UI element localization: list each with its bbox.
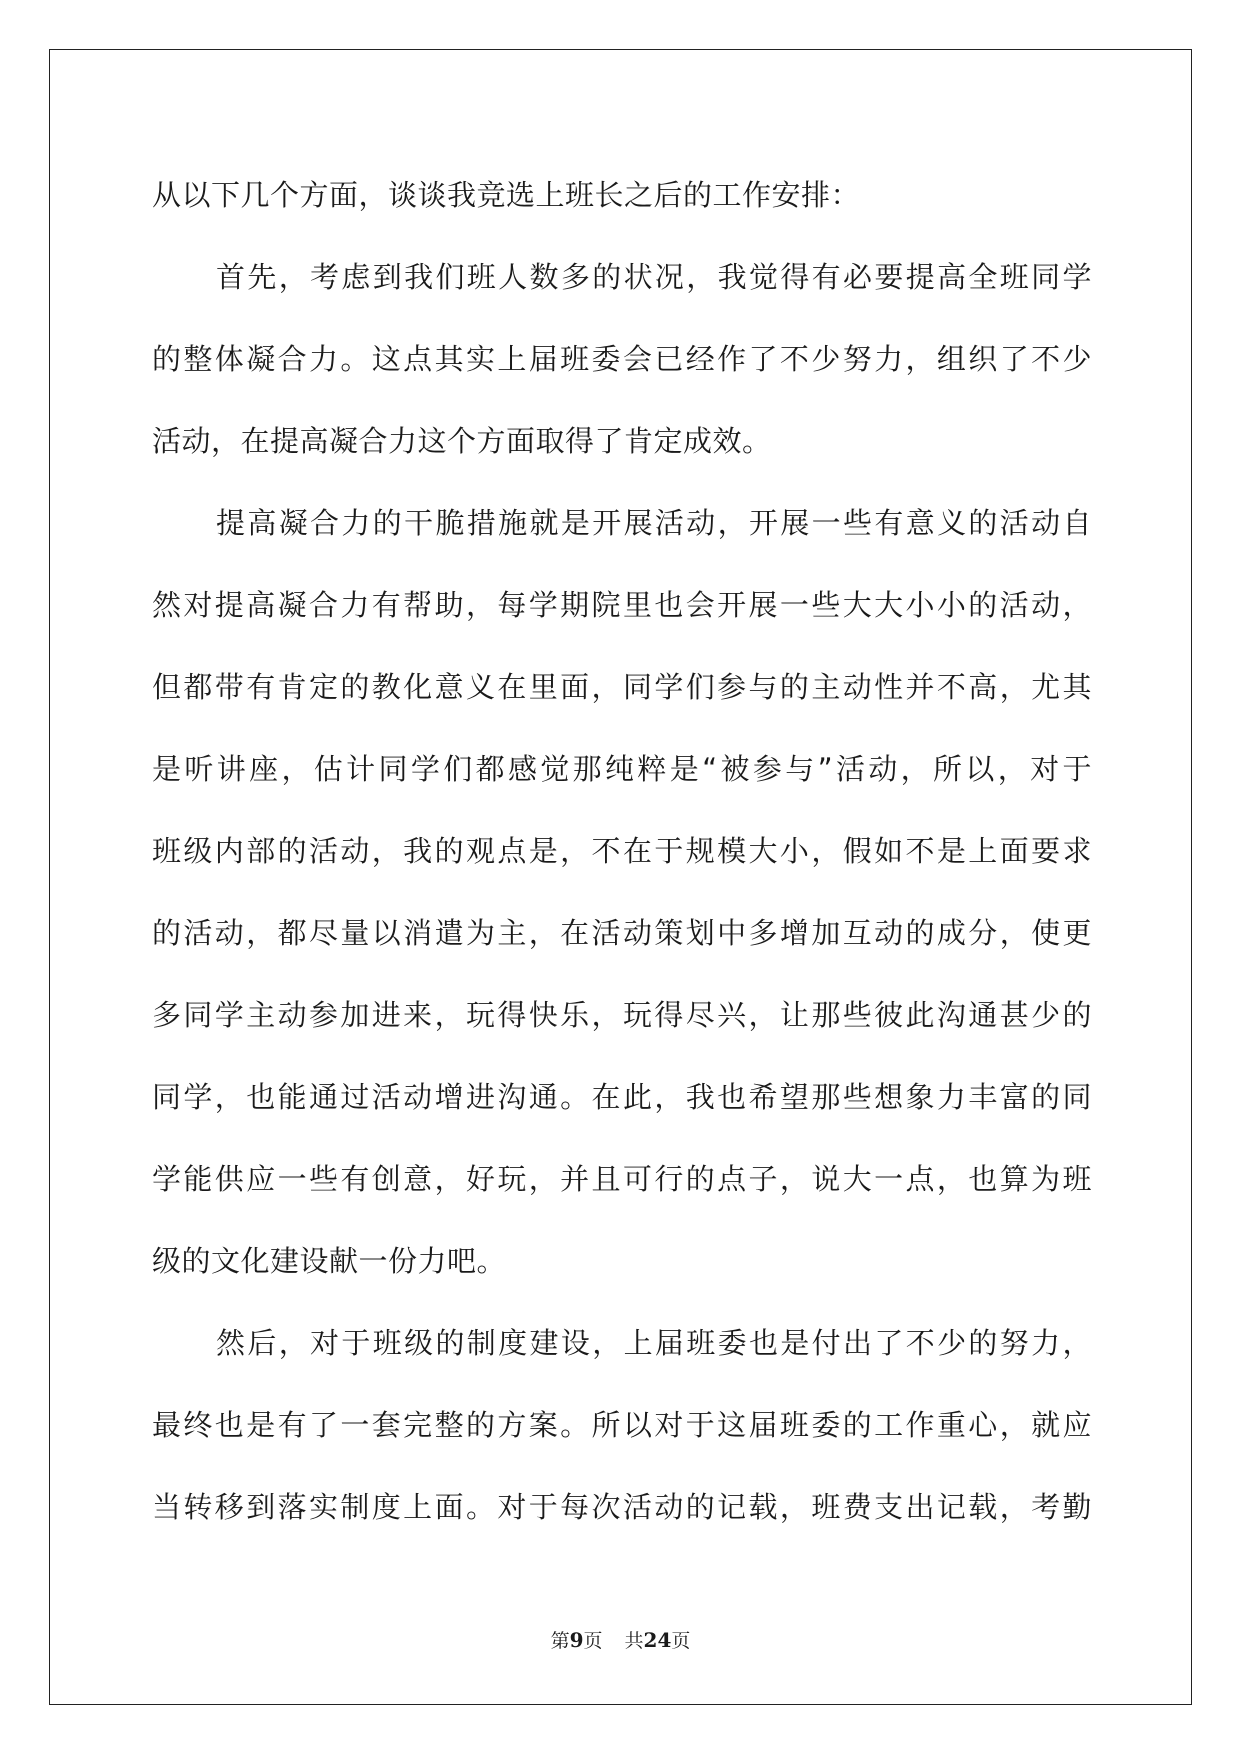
text-line: 活动，在提高凝合力这个方面取得了肯定成效。 (152, 424, 772, 458)
text-line: 首先，考虑到我们班人数多的状况，我觉得有必要提高全班同学 (216, 260, 1092, 294)
text-line: 的活动，都尽量以消遣为主，在活动策划中多增加互动的成分，使更 (152, 916, 1092, 950)
text-line: 最终也是有了一套完整的方案。所以对于这届班委的工作重心，就应 (152, 1408, 1092, 1442)
text-line: 级的文化建设献一份力吧。 (152, 1244, 507, 1278)
text-line: 班级内部的活动，我的观点是，不在于规模大小，假如不是上面要求 (152, 834, 1092, 868)
text-line: 多同学主动参加进来，玩得快乐，玩得尽兴，让那些彼此沟通甚少的 (152, 998, 1092, 1032)
text-line: 然后，对于班级的制度建设，上届班委也是付出了不少的努力， (216, 1326, 1092, 1360)
total-prefix: 共 (624, 1630, 644, 1652)
page-suffix: 页 (583, 1630, 603, 1652)
text-line: 同学，也能通过活动增进沟通。在此，我也希望那些想象力丰富的同 (152, 1080, 1092, 1114)
page-footer (0, 1626, 1241, 1653)
text-line: 的整体凝合力。这点其实上届班委会已经作了不少努力，组织了不少 (152, 342, 1092, 376)
total-pages: 24 (643, 1628, 672, 1652)
text-line: 然对提高凝合力有帮助，每学期院里也会开展一些大大小小的活动， (152, 588, 1092, 622)
document-body (152, 166, 1092, 1560)
text-line: 从以下几个方面，谈谈我竞选上班长之后的工作安排： (152, 178, 861, 212)
text-line: 提高凝合力的干脆措施就是开展活动，开展一些有意义的活动自 (216, 506, 1092, 540)
text-line: 当转移到落实制度上面。对于每次活动的记载，班费支出记载，考勤 (152, 1490, 1092, 1524)
page-number: 9 (569, 1628, 584, 1652)
page-prefix: 第 (550, 1630, 570, 1652)
text-line: 但都带有肯定的教化意义在里面，同学们参与的主动性并不高，尤其 (152, 670, 1092, 704)
total-suffix: 页 (671, 1630, 691, 1652)
text-line: 是听讲座，估计同学们都感觉那纯粹是“被参与”活动，所以，对于 (152, 752, 1092, 786)
text-line: 学能供应一些有创意，好玩，并且可行的点子，说大一点，也算为班 (152, 1162, 1092, 1196)
